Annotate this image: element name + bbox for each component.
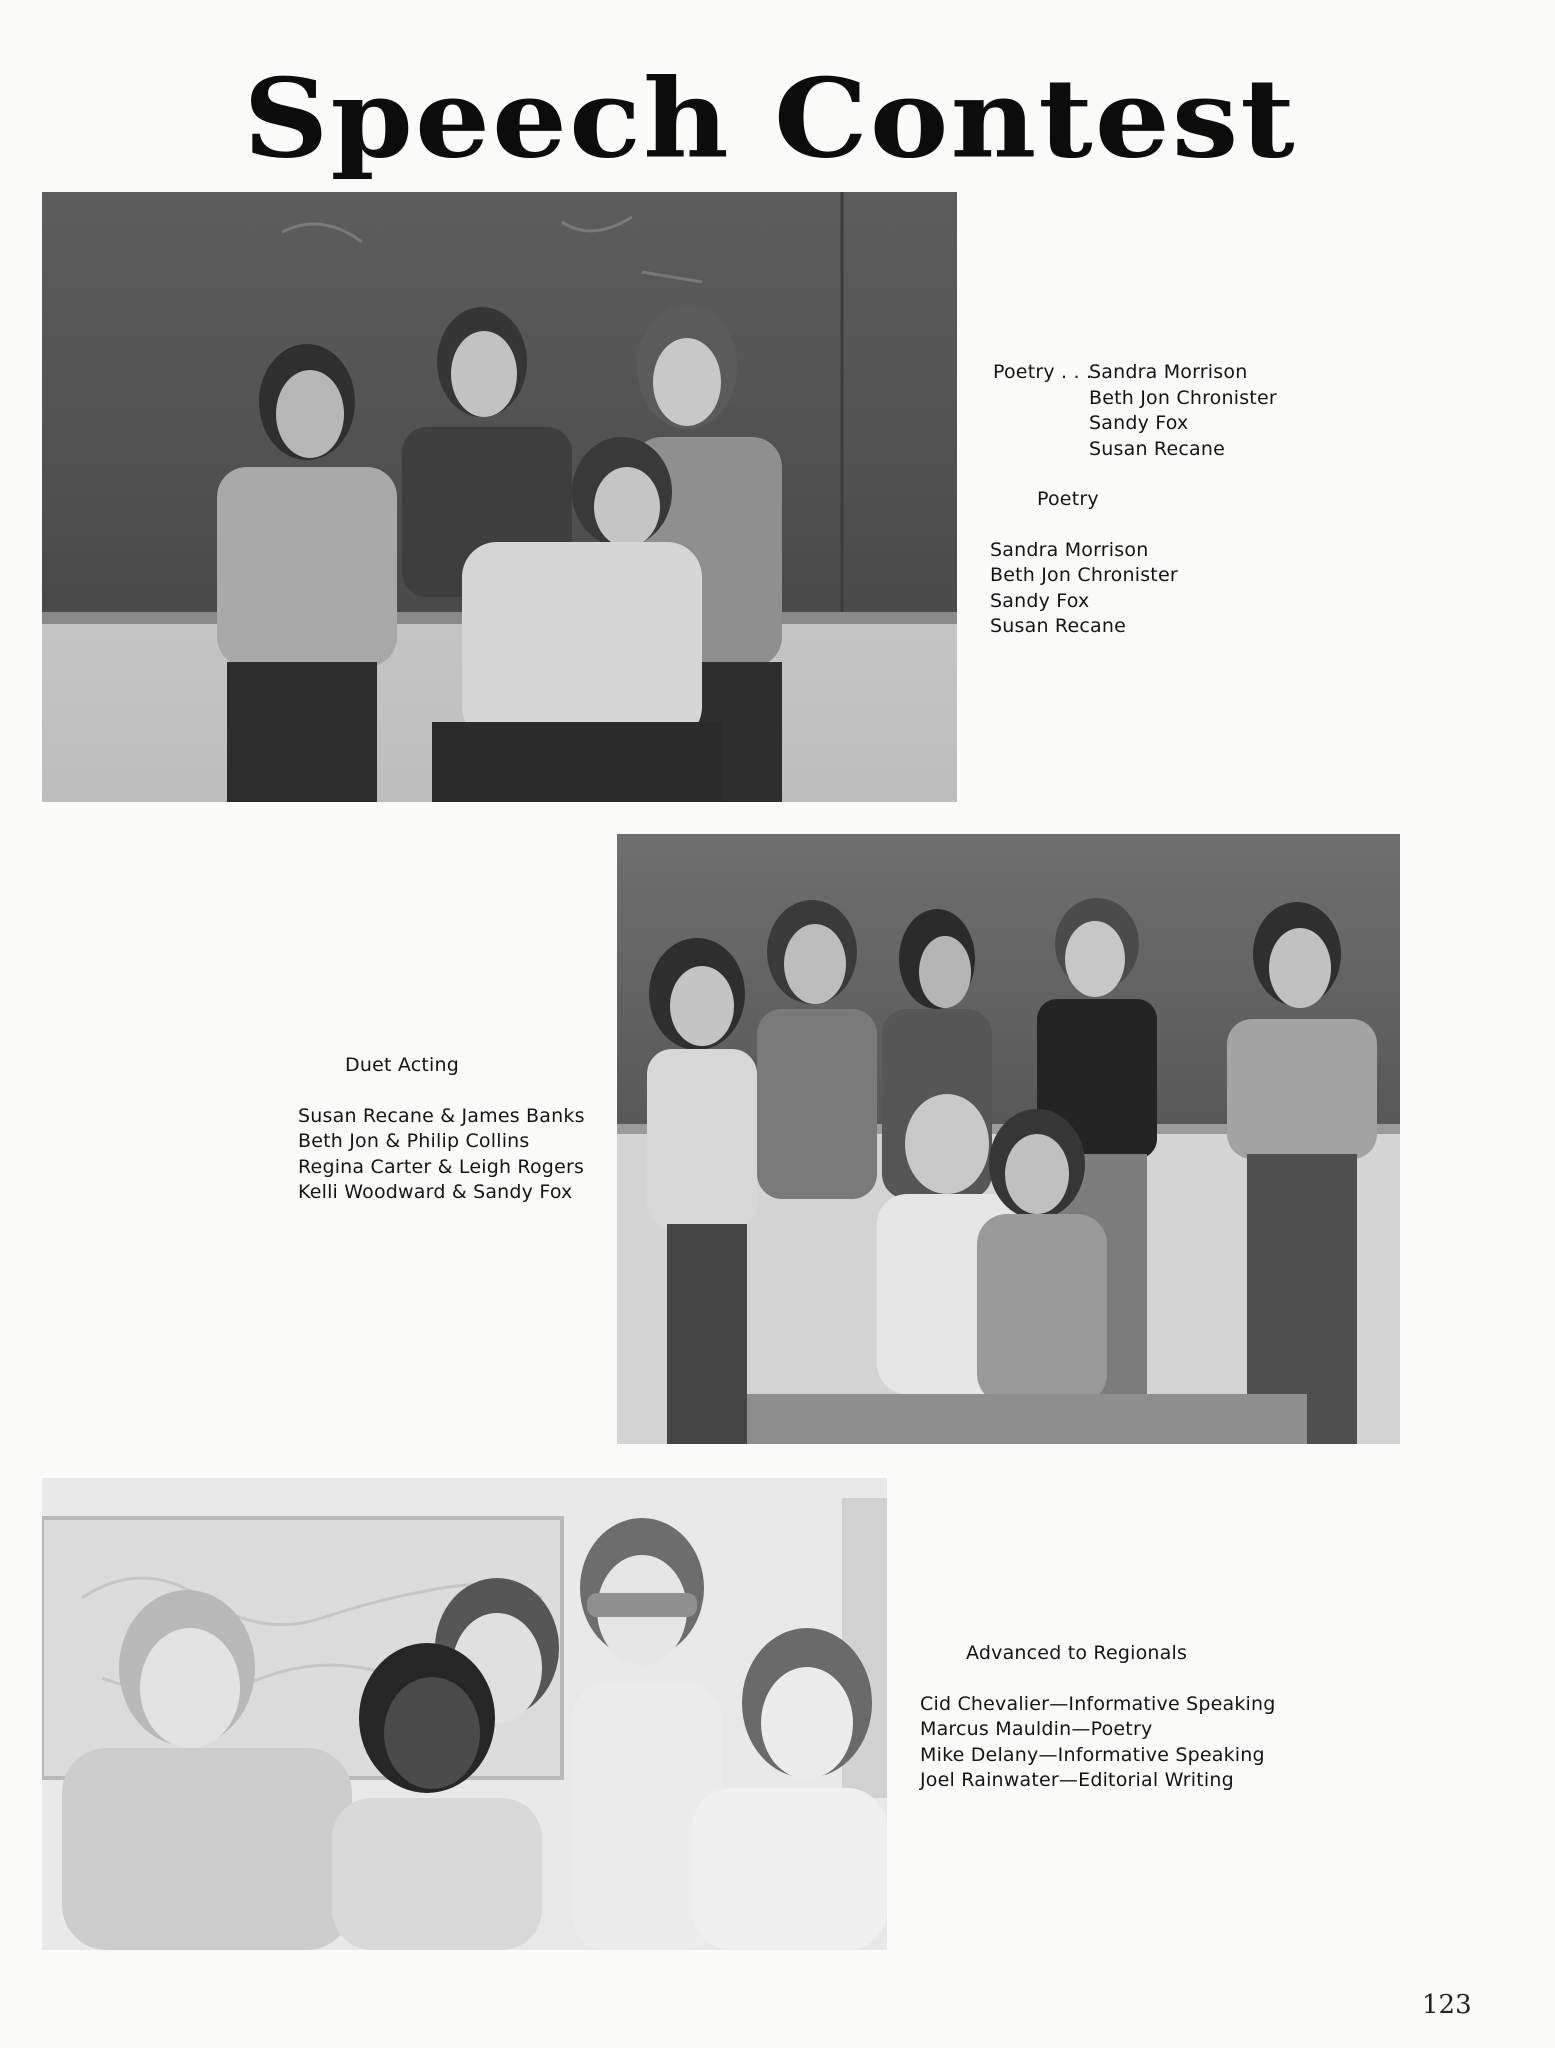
caption-pair: Kelli Woodward & Sandy Fox [298, 1181, 573, 1203]
page-number: 123 [1422, 1990, 1472, 2020]
caption-duet-acting [298, 1053, 585, 1206]
page-title: Speech Contest [243, 54, 1297, 183]
caption-heading: Poetry [1037, 488, 1099, 510]
caption-name: Susan Recane [990, 615, 1126, 637]
photo-poetry-group [42, 192, 957, 802]
caption-poetry-list-1 [993, 360, 1277, 462]
caption-pair: Regina Carter & Leigh Rogers [298, 1155, 585, 1178]
caption-name: Susan Recane [1089, 437, 1225, 460]
caption-name: Sandy Fox [990, 589, 1090, 612]
caption-prefix: Poetry . . . [993, 361, 1093, 383]
caption-heading: Advanced to Regionals [966, 1642, 1188, 1664]
caption-name: Sandra Morrison [990, 538, 1149, 561]
caption-entry: Joel Rainwater—Editorial Writing [920, 1769, 1234, 1791]
caption-pair: Susan Recane & James Banks [298, 1104, 585, 1127]
caption-advanced-to-regionals [920, 1641, 1276, 1794]
caption-heading: Duet Acting [345, 1054, 459, 1076]
caption-pair: Beth Jon & Philip Collins [298, 1130, 530, 1152]
caption-name: Beth Jon Chronister [990, 564, 1178, 586]
photo-regionals-group [42, 1478, 887, 1950]
caption-entry: Cid Chevalier—Informative Speaking [920, 1692, 1276, 1715]
caption-name: Sandra Morrison [1089, 361, 1248, 383]
caption-entry: Mike Delany—Informative Speaking [920, 1743, 1265, 1766]
photo-duet-acting-group [617, 834, 1400, 1444]
caption-poetry-list-2 [990, 487, 1178, 640]
caption-name: Beth Jon Chronister [1089, 386, 1277, 409]
caption-name: Sandy Fox [1089, 412, 1189, 434]
caption-entry: Marcus Mauldin—Poetry [920, 1718, 1153, 1740]
